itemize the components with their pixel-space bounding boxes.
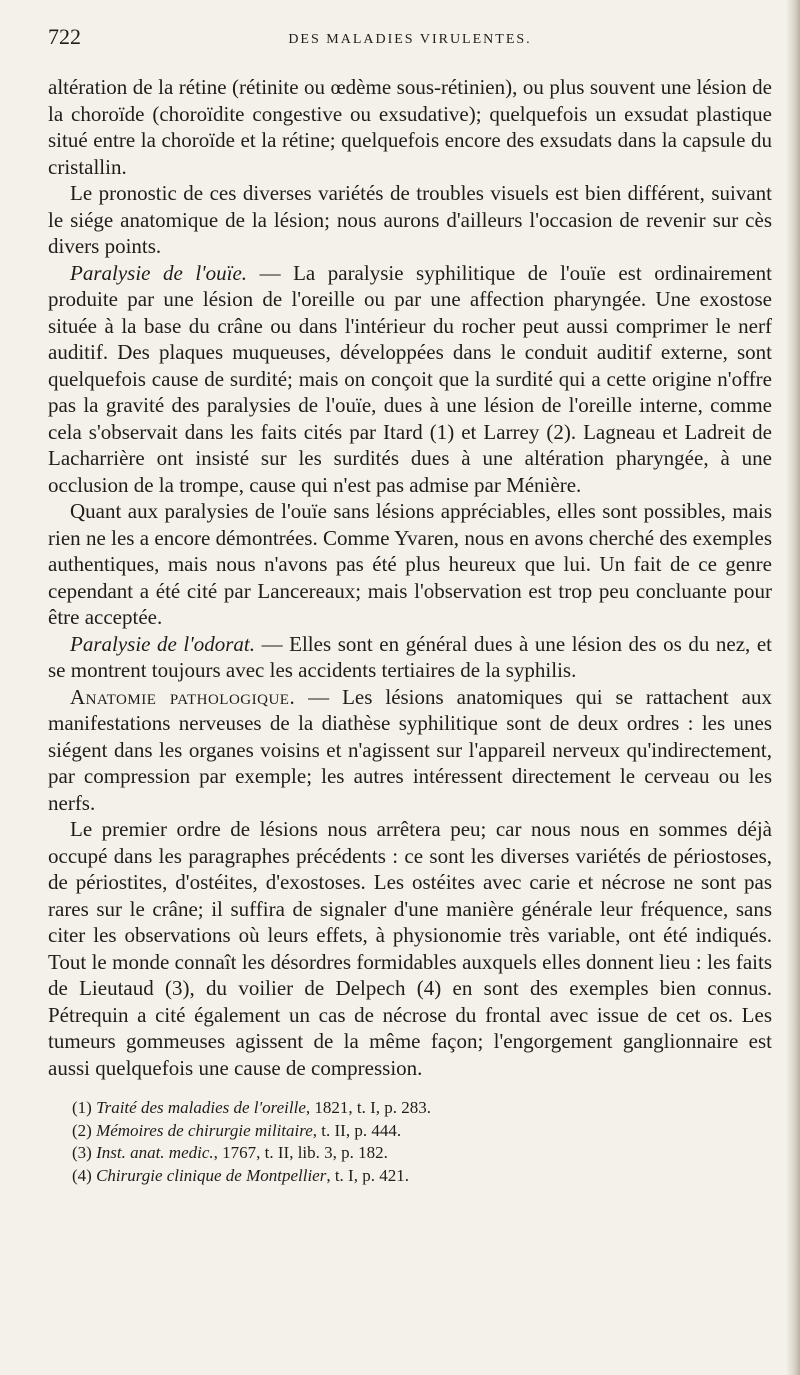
paragraph-text: Le premier ordre de lésions nous arrêtera peu; car nous nous en sommes déjà occupé dans les paragraphes précédents : ce sont les diverses variétés de périostoses, de périostites, d'ostéites, d'exostoses. Les ostéites avec carie et nécrose ne sont pas rares sur le crâne; il suffira de signaler d'une manière générale leur fréquence, sans citer les observations où leurs effets, à physionomie très variable, ont été indiqués. Tout le monde connaît les désordres formidables auxquels elles donnent lieu : les faits de Lieutaud (3), du voilier de Delpech (4) en sont des exemples bien connus. Pétrequin a cité également un cas de nécrose du frontal avec issue de cet os. Les tumeurs gommeuses agissent de la même façon; l'engorgement ganglionnaire est aussi quelquefois une cause de compression. (48, 817, 772, 1080)
footnote-title: Chirurgie clinique de Montpellier (96, 1165, 327, 1185)
section-lead: Paralysie de l'odorat. (70, 631, 256, 656)
section-heading: Anatomie pathologique. (70, 684, 296, 709)
footnote-title: Traité des maladies de l'oreille (96, 1098, 306, 1117)
paragraph-text: — La paralysie syphilitique de l'ouïe est ordinairement produite par une lésion de l'oreille ou par une affection pharyngée. Une exostose située à la base du crâne ou dans l'intérieur du rocher peut aussi comprimer le nerf auditif. Des plaques muqueuses, développées dans le conduit auditif externe, sont quelquefois cause de surdité; mais on conçoit que la surdité qui a cette origine n'offre pas la gravité des paralysies de l'ouïe, dues à une lésion de l'oreille interne, comme cela s'observait dans les faits cités par Itard (1) et Larrey (2). Lagneau et Ladreit de Lacharrière ont insisté sur les surdités dues à une altération pharyngée, à une occlusion de la trompe, cause qui n'est pas admise par Ménière. (48, 260, 772, 497)
footnote-text: , t. II, p. 444. (312, 1120, 402, 1140)
footnote (72, 1120, 772, 1143)
paragraph (48, 180, 772, 260)
page-header (48, 18, 772, 62)
footnote-number: (3) (72, 1143, 92, 1162)
paragraph (48, 631, 772, 684)
footnote-title: Mémoires de chirurgie militaire (96, 1120, 313, 1140)
page (48, 18, 772, 1187)
paragraph-text: Le pronostic de ces diverses variétés de troubles visuels est bien différent, suivant le siége anatomique de la lésion; nous aurons d'ailleurs l'occasion de revenir sur cès divers points. (48, 181, 772, 258)
footnote-title: Inst. anat. medic. (96, 1143, 214, 1162)
paragraph (48, 260, 772, 499)
paragraph (48, 816, 772, 1081)
footnotes (48, 1097, 772, 1187)
footnote (72, 1165, 772, 1188)
footnote-text: , 1767, t. II, lib. 3, p. 182. (213, 1143, 388, 1162)
paragraph (48, 684, 772, 817)
page-number: 722 (48, 24, 81, 49)
footnote (72, 1097, 772, 1120)
footnote-number: (4) (72, 1165, 92, 1185)
footnote-text: , t. I, p. 421. (326, 1165, 409, 1185)
page-edge-shadow (786, 0, 800, 1375)
paragraph (48, 74, 772, 180)
body-text (48, 74, 772, 1081)
paragraph-text: — Les lésions anatomiques qui se rattachent aux manifestations nerveuses de la diathèse syphilitique sont de deux ordres : les unes siégent dans les organes voisins et n'agissent sur l'appareil nerveux qu'indirectement, par compression par exemple; les autres intéressent directement le cerveau ou les nerfs. (48, 684, 772, 815)
section-lead: Paralysie de l'ouïe. (70, 260, 248, 285)
running-head: DES MALADIES VIRULENTES. (288, 32, 532, 47)
footnote-number: (1) (72, 1098, 92, 1117)
paragraph-text: Quant aux paralysies de l'ouïe sans lésions appréciables, elles sont possibles, mais rien ne les a encore démontrées. Comme Yvaren, nous en avons cherché des exemples authentiques, mais nous n'avons pas été plus heureux que lui. Un fait de ce genre cependant a été cité par Lancereaux; mais l'observation est trop peu concluante pour être acceptée. (48, 499, 772, 629)
paragraph-text: — Elles sont en général dues à une lésion des os du nez, et se montrent toujours avec les accidents tertiaires de la syphilis. (48, 631, 772, 682)
footnote-number: (2) (72, 1120, 92, 1140)
footnote-text: , 1821, t. I, p. 283. (305, 1098, 432, 1117)
paragraph (48, 498, 772, 631)
paragraph-text: altération de la rétine (rétinite ou œdème sous-rétinien), ou plus souvent une lésion de la choroïde (choroïdite congestive ou exsudative); quelquefois un exsudat plastique situé entre la choroïde et la rétine; quelquefois encore des exsudats dans la capsule du cristallin. (48, 75, 772, 179)
footnote (72, 1142, 772, 1165)
